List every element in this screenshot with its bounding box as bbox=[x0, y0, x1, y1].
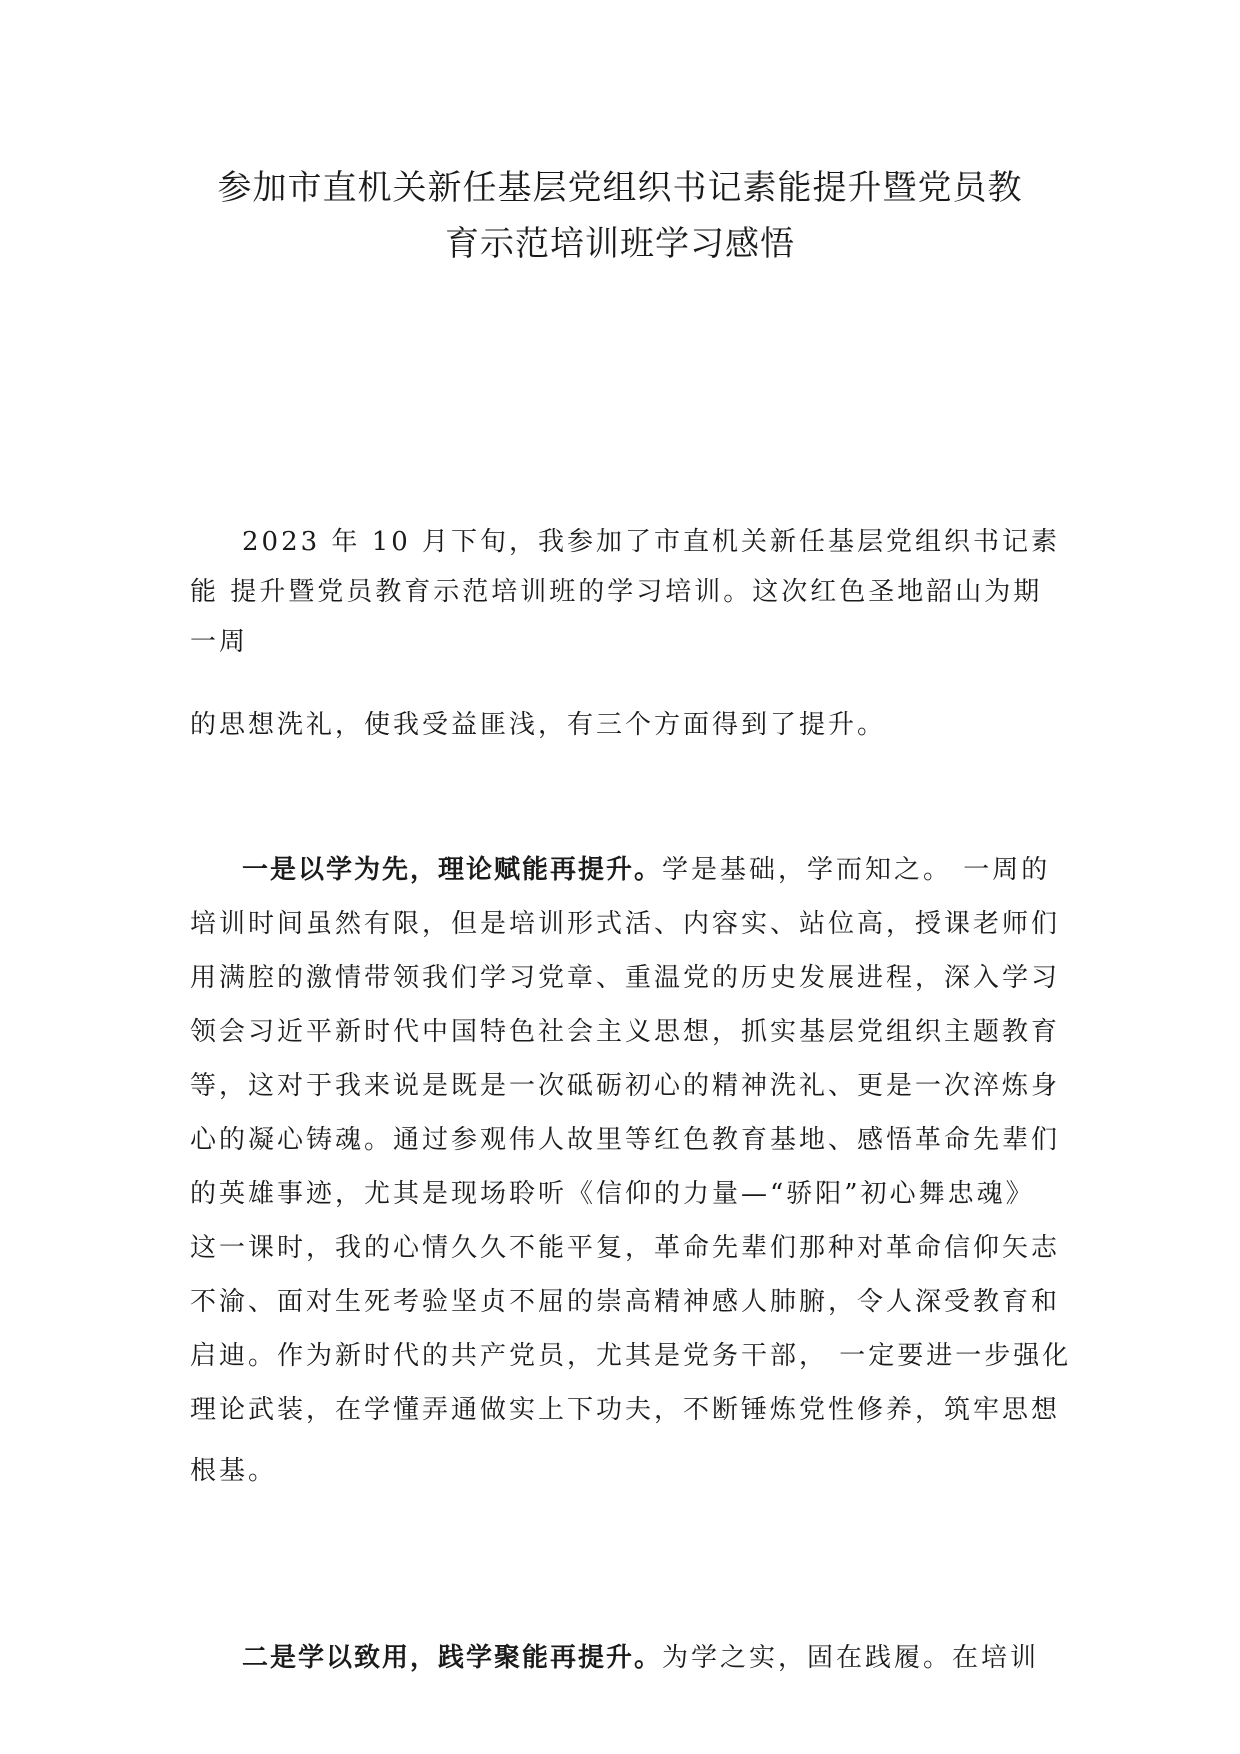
intro-line-2: 能 提升暨党员教育示范培训班的学习培训。这次红色圣地韶山为期 bbox=[190, 577, 1043, 607]
section1-line-5: 心的凝心铸魂。通过参观伟人故里等红色教育基地、感悟革命先辈们 bbox=[190, 1125, 1061, 1155]
section1-first-rest: 学是基础，学而知之。 一周的 bbox=[662, 855, 1051, 885]
section1-line-9: 启迪。作为新时代的共产党员，尤其是党务干部， 一定要进一步强化 bbox=[190, 1341, 1072, 1371]
section1-line-7: 这一课时，我的心情久久不能平复，革命先辈们那种对革命信仰矢志 bbox=[190, 1233, 1061, 1263]
intro-line-3: 一周 bbox=[190, 627, 249, 657]
section1-line-10: 理论武装，在学懂弄通做实上下功夫，不断锤炼党性修养，筑牢思想 bbox=[190, 1395, 1061, 1425]
section1-line-4: 等，这对于我来说是既是一次砥砺初心的精神洗礼、更是一次淬炼身 bbox=[190, 1071, 1061, 1101]
section1-first-line bbox=[242, 850, 1050, 890]
section1-heading: 一是以学为先，理论赋能再提升。 bbox=[242, 855, 663, 885]
title-line-2: 育示范培训班学习感悟 bbox=[445, 224, 795, 264]
section1-line-1: 培训时间虽然有限，但是培训形式活、内容实、站位高，授课老师们 bbox=[190, 909, 1061, 939]
section1-line-8: 不渝、面对生死考验坚贞不屈的崇高精神感人肺腑，令人深受教育和 bbox=[190, 1287, 1061, 1317]
intro-line-4: 的思想洗礼，使我受益匪浅，有三个方面得到了提升。 bbox=[190, 710, 887, 740]
section2-heading: 二是学以致用，践学聚能再提升。 bbox=[242, 1643, 663, 1673]
title-line-1: 参加市直机关新任基层党组织书记素能提升暨党员教 bbox=[217, 168, 1023, 208]
section2-first-rest: 为学之实，固在践履。在培训 bbox=[662, 1643, 1040, 1673]
intro-line-1: 2023 年 10 月下旬，我参加了市直机关新任基层党组织书记素 bbox=[242, 527, 1061, 557]
section1-line-11: 根基。 bbox=[190, 1456, 278, 1486]
section2-first-line bbox=[242, 1638, 1039, 1678]
document-title bbox=[150, 160, 1090, 272]
section1-line-3: 领会习近平新时代中国特色社会主义思想，抓实基层党组织主题教育 bbox=[190, 1017, 1061, 1047]
section1-line-6: 的英雄事迹，尤其是现场聆听《信仰的力量—“骄阳”初心舞忠魂》 bbox=[190, 1179, 1035, 1209]
section1-line-2: 用满腔的激情带领我们学习党章、重温党的历史发展进程，深入学习 bbox=[190, 963, 1061, 993]
